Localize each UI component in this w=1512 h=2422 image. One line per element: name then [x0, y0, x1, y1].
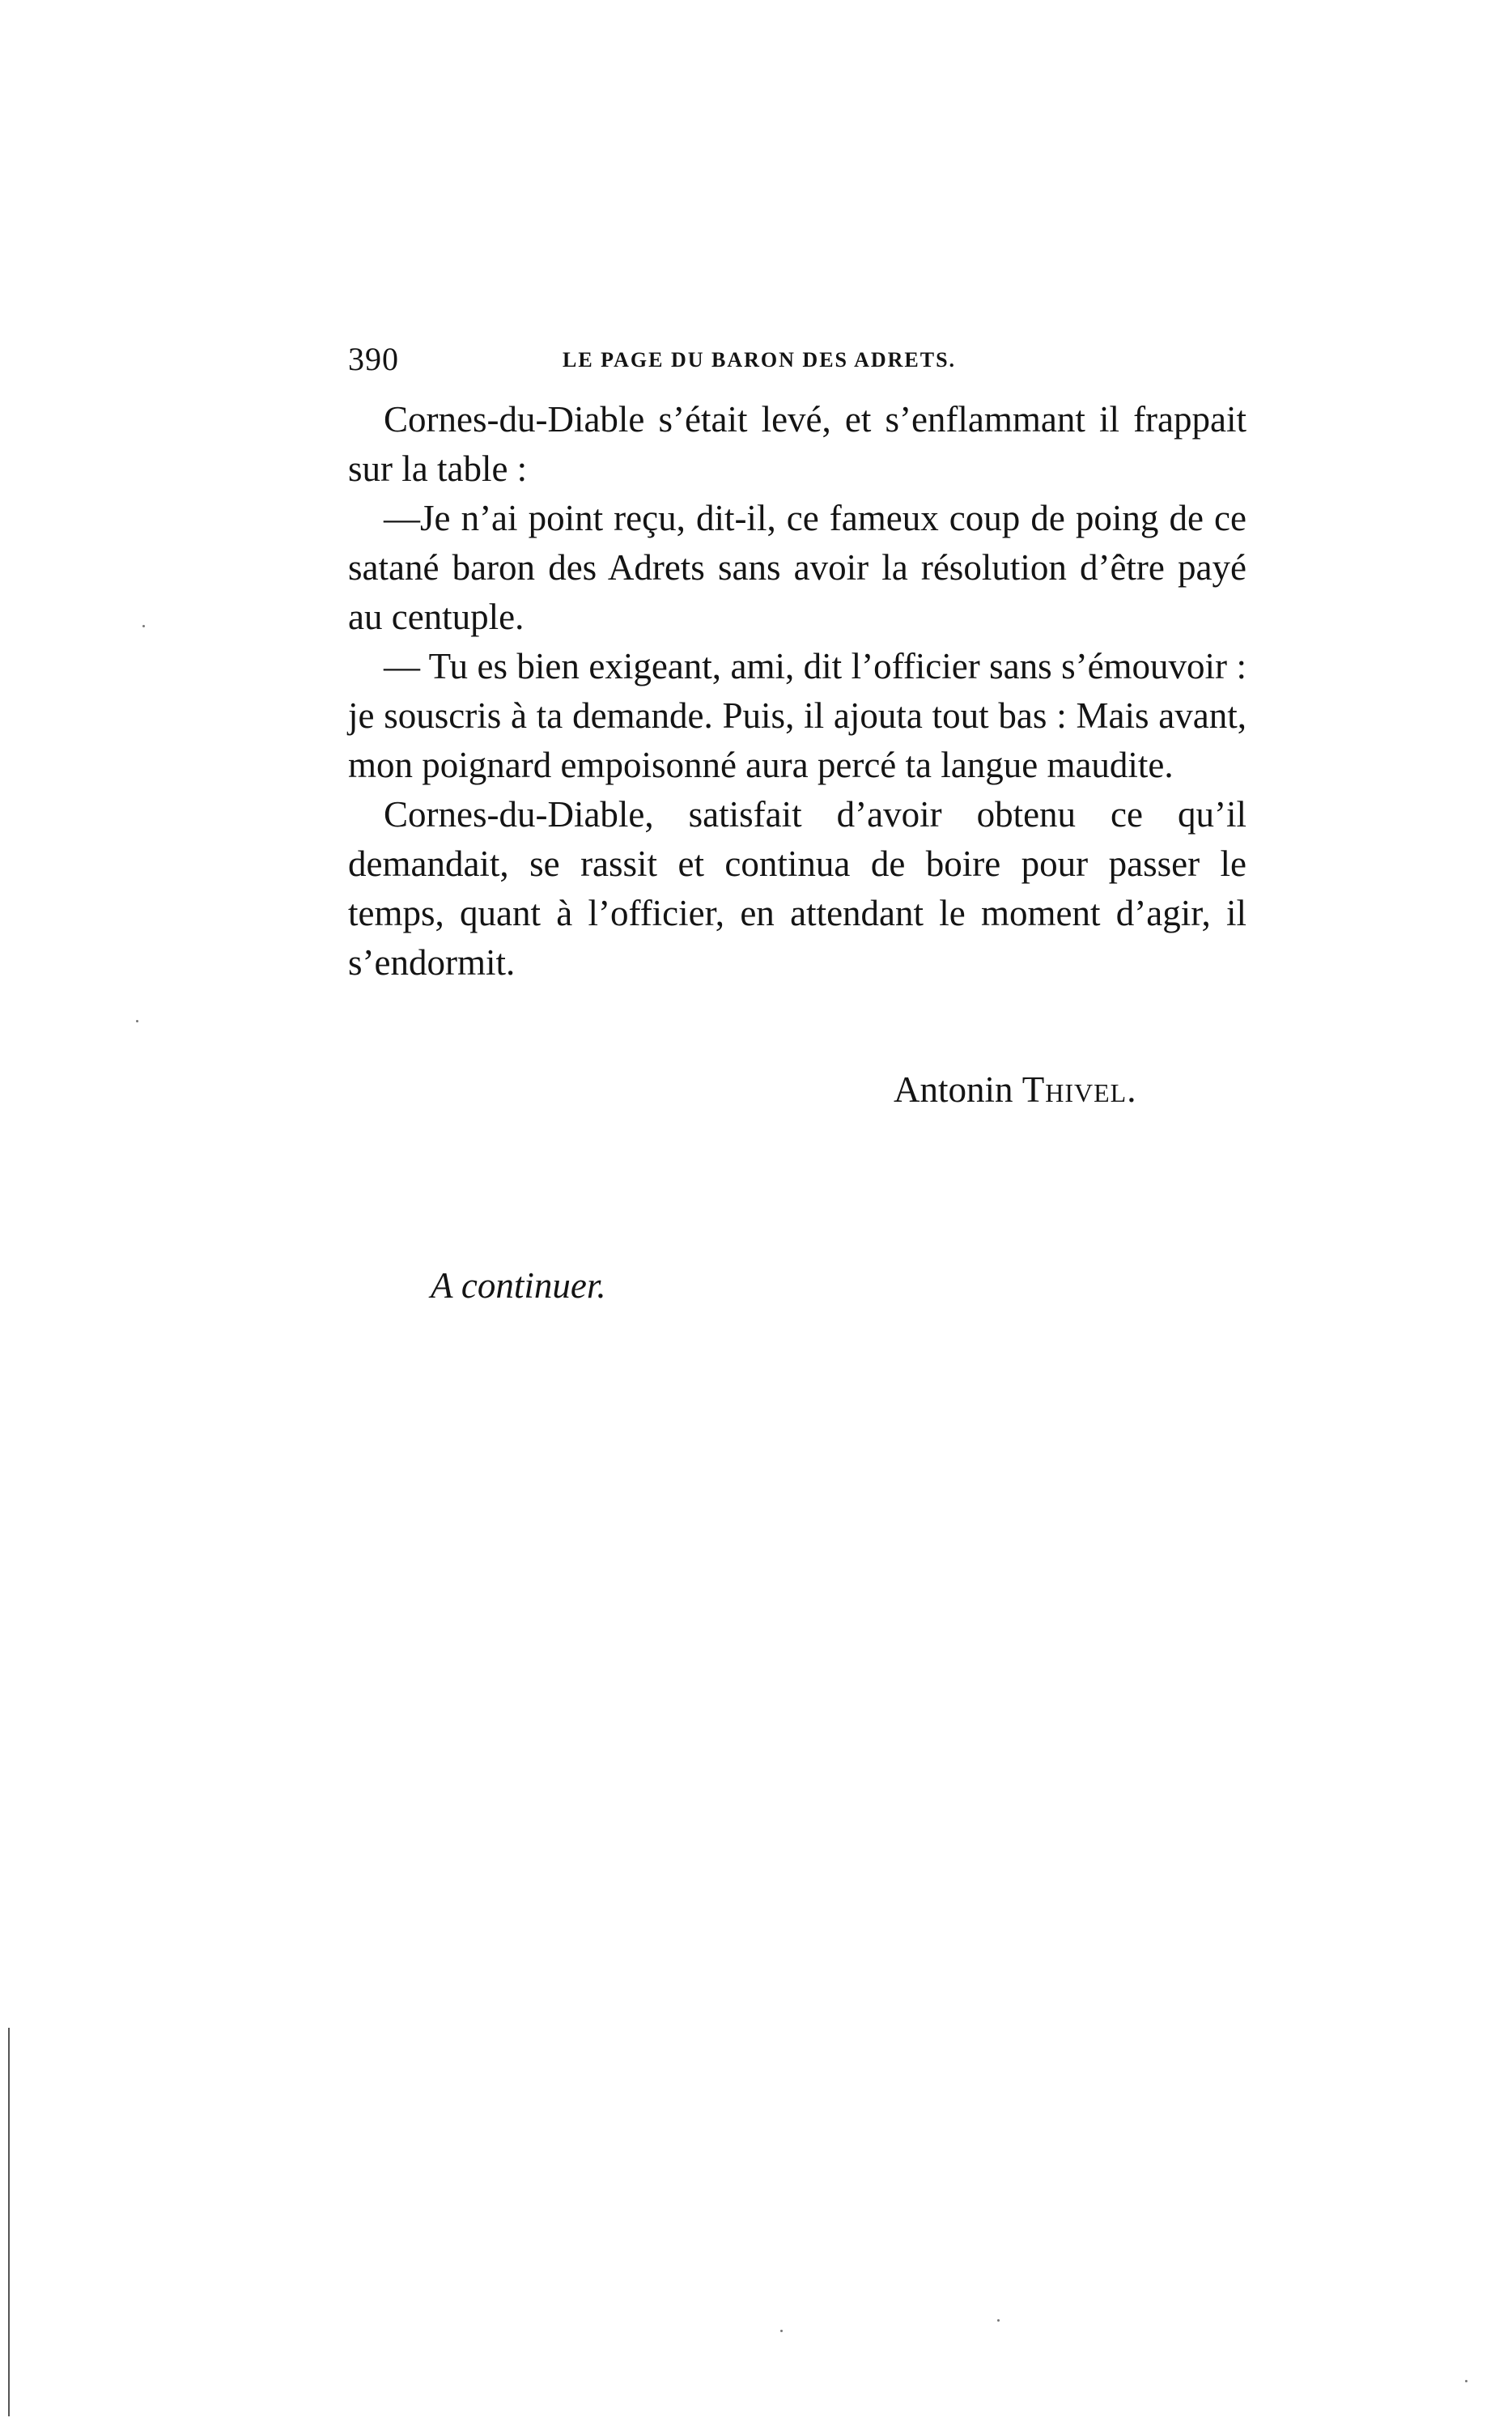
to-be-continued: A continuer. [431, 1265, 606, 1306]
scan-speck [780, 2330, 783, 2332]
scan-speck [142, 625, 145, 627]
scan-speck [1465, 2380, 1467, 2382]
scan-speck [997, 2319, 1000, 2322]
paragraph-3: — Tu es bien exigeant, ami, dit l’officier sans s’émouvoir : je souscris à ta demande. Puis, il ajouta tout bas : Mais avant, mon poignard empoisonné aura percé ta langue maudite. [348, 646, 1247, 785]
running-title: LE PAGE DU BARON DES ADRETS. [563, 348, 957, 372]
scan-edge-line [8, 2028, 10, 2416]
paragraph-1: Cornes-du-Diable s’était levé, et s’enflammant il frappait sur la table : [348, 399, 1247, 489]
body-text [348, 395, 1247, 988]
page-header [348, 340, 1263, 389]
page-number: 390 [348, 341, 399, 377]
paragraph-4: Cornes-du-Diable, satisfait d’avoir obtenu ce qu’il demandait, se rassit et continua de boire pour passer le temps, quant à l’officier, en attendant le moment d’agir, il s’endormit. [348, 794, 1247, 983]
scan-speck [136, 1020, 138, 1022]
author-last-name: Thivel. [1021, 1069, 1137, 1110]
paragraph-2: —Je n’ai point reçu, dit-il, ce fameux coup de poing de ce satané baron des Adrets sans avoir la résolution d’être payé au centuple. [348, 498, 1247, 637]
author-first-name: Antonin [894, 1069, 1013, 1110]
author-signature [894, 1065, 1136, 1115]
